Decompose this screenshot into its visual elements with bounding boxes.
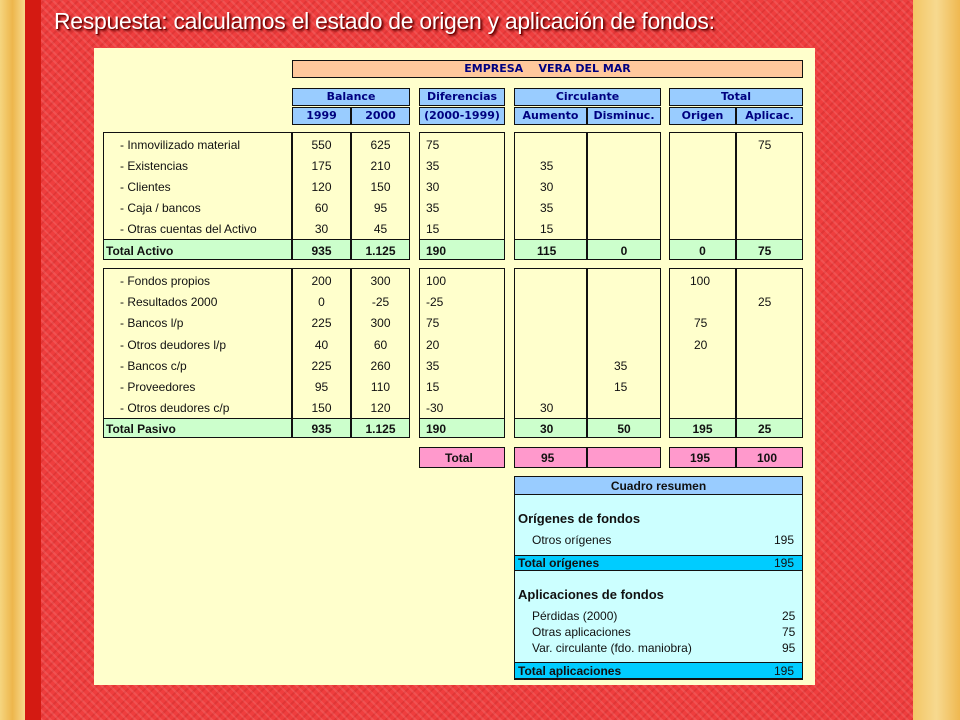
slide-title: Respuesta: calculamos el estado de origen y aplicación de fondos: — [54, 8, 715, 34]
diff-range-header — [419, 107, 505, 125]
otros-origenes-value: 195 — [774, 533, 795, 547]
total-activo-dis: 0 — [620, 244, 628, 258]
pasivo-orig: 100 — [690, 274, 711, 288]
pasivo-diff: 15 — [426, 380, 440, 394]
pasivo-1999: 150 — [311, 401, 332, 415]
grand-total-label: Total — [445, 451, 473, 465]
activo-label: - Inmovilizado material — [120, 138, 241, 152]
aplicaciones-title: Aplicaciones de fondos — [518, 587, 664, 602]
activo-diff: 35 — [426, 159, 440, 173]
origen-label: Origen — [681, 109, 724, 122]
perdidas-value: 25 — [782, 609, 796, 623]
year-1999-header — [292, 107, 351, 125]
grand-total-dis-cell — [587, 447, 661, 468]
pasivo-1999: 225 — [311, 359, 332, 373]
total-activo-label: Total Activo — [106, 244, 174, 258]
activo-1999: 30 — [314, 222, 329, 236]
circulante-label: Circulante — [555, 90, 620, 103]
left-background — [0, 0, 25, 720]
activo-apl: 75 — [758, 138, 772, 152]
balance-label: Balance — [326, 90, 376, 103]
activo-diff: 15 — [426, 222, 440, 236]
origenes-title: Orígenes de fondos — [518, 511, 641, 526]
pasivo-label: - Proveedores — [120, 380, 196, 394]
pasivo-1999: 95 — [314, 380, 329, 394]
grand-total-aum: 95 — [541, 451, 555, 465]
pasivo-apl-box — [736, 268, 803, 438]
total-pasivo-aum: 30 — [540, 422, 554, 436]
activo-label: - Clientes — [120, 180, 171, 194]
pasivo-2000: 300 — [370, 316, 391, 330]
pasivo-1999: 200 — [311, 274, 332, 288]
total-activo-diff: 190 — [426, 244, 447, 258]
diferencias-label: Diferencias — [426, 90, 498, 103]
pasivo-1999: 40 — [314, 338, 329, 352]
activo-aum: 15 — [540, 222, 554, 236]
activo-diff: 30 — [426, 180, 440, 194]
grand-total-aum-cell — [514, 447, 587, 468]
activo-label: - Otras cuentas del Activo — [120, 222, 257, 236]
pasivo-label: - Bancos c/p — [120, 359, 187, 373]
activo-2000: 45 — [373, 222, 388, 236]
activo-1999: 120 — [311, 180, 332, 194]
pasivo-2000: -25 — [371, 295, 390, 309]
total-activo-aum: 115 — [537, 244, 557, 258]
aumento-label: Aumento — [522, 109, 579, 122]
pasivo-aum: 30 — [540, 401, 554, 415]
pasivo-dis-box — [587, 268, 661, 438]
pasivo-diff: -25 — [426, 295, 444, 309]
grand-total-orig: 195 — [690, 451, 711, 465]
var-circulante-label: Var. circulante (fdo. maniobra) — [532, 641, 692, 655]
total-origenes-row — [514, 555, 803, 571]
disminuc-label: Disminuc. — [593, 109, 655, 122]
activo-2000: 625 — [370, 138, 391, 152]
pasivo-dis: 35 — [614, 359, 628, 373]
year-2000-label: 2000 — [365, 109, 396, 122]
grand-total-apl: 100 — [757, 451, 778, 465]
pasivo-label: - Otros deudores l/p — [120, 338, 227, 352]
pasivo-diff: -30 — [426, 401, 444, 415]
pasivo-2000: 120 — [370, 401, 391, 415]
pasivo-diff: 100 — [426, 274, 447, 288]
total-origenes-value: 195 — [774, 556, 795, 570]
pasivo-label: - Otros deudores c/p — [120, 401, 230, 415]
pasivo-label: - Bancos l/p — [120, 316, 184, 330]
total-aplicaciones-row — [514, 662, 803, 679]
activo-1999: 175 — [311, 159, 332, 173]
grand-total-label-cell — [419, 447, 505, 468]
otras-aplicaciones-label: Otras aplicaciones — [532, 625, 631, 639]
total-pasivo-2000: 1.125 — [365, 422, 396, 436]
pasivo-orig: 75 — [694, 316, 708, 330]
total-activo-orig: 0 — [699, 244, 706, 258]
otras-aplicaciones-value: 75 — [782, 625, 796, 639]
activo-aum: 35 — [540, 201, 554, 215]
total-aplicaciones-label: Total aplicaciones — [518, 664, 622, 678]
total-pasivo-orig: 195 — [692, 422, 713, 436]
year-2000-header — [351, 107, 410, 125]
total-pasivo-1999: 935 — [311, 422, 332, 436]
total-origenes-label: Total orígenes — [518, 556, 600, 570]
activo-1999: 550 — [311, 138, 332, 152]
year-1999-label: 1999 — [306, 109, 337, 122]
pasivo-label: - Resultados 2000 — [120, 295, 218, 309]
activo-label: - Caja / bancos — [120, 201, 201, 215]
activo-diff: 35 — [426, 201, 440, 215]
pasivo-label: - Fondos propios — [120, 274, 211, 288]
pasivo-2000: 60 — [373, 338, 388, 352]
activo-2000: 95 — [373, 201, 388, 215]
grand-total-orig-cell — [669, 447, 736, 468]
activo-2000: 210 — [370, 159, 391, 173]
total-pasivo-label: Total Pasivo — [106, 422, 176, 436]
pasivo-diff: 20 — [426, 338, 440, 352]
disminuc-header — [587, 107, 661, 125]
spreadsheet — [94, 48, 815, 685]
red-accent-stripe — [25, 0, 41, 720]
pasivo-1999: 225 — [311, 316, 332, 330]
activo-label: - Existencias — [120, 159, 189, 173]
right-background — [913, 0, 960, 720]
total-header — [669, 88, 803, 106]
activo-1999: 60 — [314, 201, 329, 215]
total-pasivo-diff: 190 — [426, 422, 447, 436]
total-label: Total — [720, 90, 752, 103]
pasivo-orig-box — [669, 268, 736, 438]
aplicac-label: Aplicac. — [745, 109, 794, 122]
pasivo-orig: 20 — [694, 338, 708, 352]
company-name: EMPRESA VERA DEL MAR — [464, 62, 631, 75]
pasivo-dis: 15 — [614, 380, 628, 394]
total-activo-1999: 935 — [311, 244, 332, 258]
resumen-title: Cuadro resumen — [610, 479, 707, 493]
activo-diff: 75 — [426, 138, 440, 152]
pasivo-2000: 110 — [370, 380, 391, 394]
activo-2000: 150 — [370, 180, 391, 194]
origen-header — [669, 107, 736, 125]
pasivo-2000: 300 — [370, 274, 391, 288]
balance-header — [292, 88, 410, 106]
pasivo-diff: 35 — [426, 359, 440, 373]
activo-aum: 30 — [540, 180, 554, 194]
total-pasivo-apl: 25 — [758, 422, 772, 436]
var-circulante-value: 95 — [782, 641, 796, 655]
aplicac-header — [736, 107, 803, 125]
otros-origenes-label: Otros orígenes — [532, 533, 612, 547]
total-pasivo-dis: 50 — [617, 422, 631, 436]
total-activo-2000: 1.125 — [365, 244, 396, 258]
pasivo-1999: 0 — [318, 295, 325, 309]
grand-total-apl-cell — [736, 447, 803, 468]
perdidas-label: Pérdidas (2000) — [532, 609, 618, 623]
pasivo-apl: 25 — [758, 295, 772, 309]
total-activo-apl: 75 — [758, 244, 772, 258]
diff-range-label: (2000-1999) — [424, 109, 500, 122]
total-aplicaciones-value: 195 — [774, 664, 795, 678]
diferencias-header — [419, 88, 505, 106]
circulante-header — [514, 88, 661, 106]
company-header — [292, 60, 803, 78]
activo-aum: 35 — [540, 159, 554, 173]
pasivo-2000: 260 — [370, 359, 391, 373]
aumento-header — [514, 107, 587, 125]
resumen-header — [514, 476, 803, 495]
pasivo-diff: 75 — [426, 316, 440, 330]
